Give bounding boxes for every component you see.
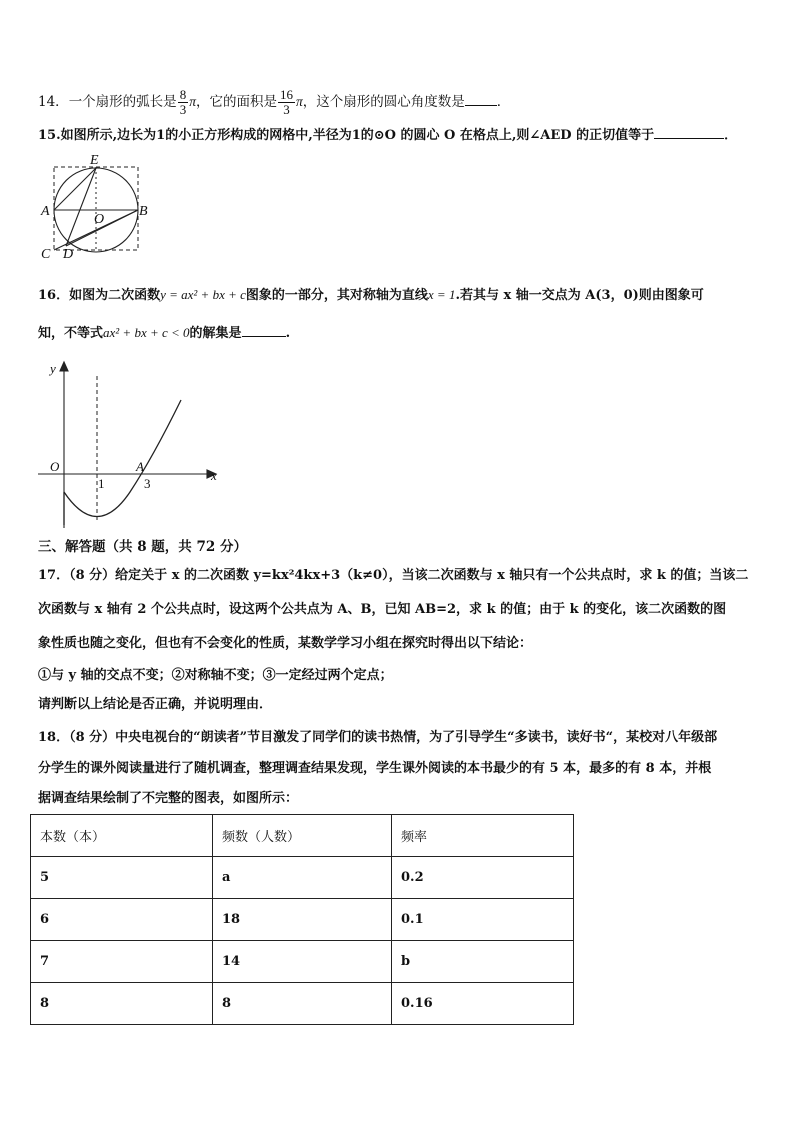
question-17-line-1: 17．（8 分）给定关于 x 的二次函数 y=kx²4kx+3（k≠0），当该二次函数与 x 轴只有一个公共点时，求 k 的值；当该二 <box>38 568 749 583</box>
section-heading: 三、解答题（共 8 题，共 72 分） <box>38 539 247 555</box>
question-14-number: 14． <box>38 94 69 110</box>
label-b: B <box>139 204 148 219</box>
question-14-text-3: ，这个扇形的圆心角度数是 <box>302 94 465 110</box>
label-a: A <box>41 204 50 219</box>
question-18-line-2: 分学生的课外阅读量进行了随机调查，整理调查结果发现，学生课外阅读的本书最少的有 5 本，最多的有 8 本，并根 <box>38 761 712 776</box>
table-cell: 6 <box>31 899 213 941</box>
question-17-line-2: 次函数与 x 轴有 2 个公共点时，设这两个公共点为 A、B，已知 AB=2，求 k 的值；由于 k 的变化，该二次函数的图 <box>38 602 727 617</box>
question-17-line-5: 请判断以上结论是否正确，并说明理由． <box>38 697 273 712</box>
table-cell: 8 <box>31 983 213 1025</box>
question-14: 14．一个扇形的弧长是 $\frac{8}{3}$ π，它的面积是 $\frac{16}{3}$ π，这个扇形的圆心角度数是 ． <box>38 87 511 117</box>
answer-blank-14 <box>465 91 497 106</box>
fraction-16-3: $\frac{16}{3}$ <box>279 87 293 117</box>
label-y: y <box>50 361 56 376</box>
table-cell: 0.2 <box>392 857 574 899</box>
answer-blank-15 <box>654 124 724 139</box>
table-cell: 7 <box>31 941 213 983</box>
label-origin: O <box>50 459 60 474</box>
question-15-text: 15.如图所示,边长为1的小正方形构成的网格中,半径为1的⊙O 的圆心 O 在格点上,则∠AED 的正切值等于 <box>38 128 655 143</box>
question-18-line-1: 18．（8 分）中央电视台的“朗读者”节目激发了同学们的读书热情，为了引导学生“多读书，读好书“，某校对八年级部 <box>38 730 718 745</box>
question-18-line-3: 据调查结果绘制了不完整的图表，如图所示： <box>38 791 299 806</box>
table-cell: 5 <box>31 857 213 899</box>
table-cell: 8 <box>213 983 392 1025</box>
label-d: D <box>63 247 74 262</box>
table-cell: a <box>213 857 392 899</box>
label-c: C <box>41 247 51 262</box>
table-header-row <box>31 815 574 857</box>
frequency-table <box>30 814 574 1025</box>
table-cell: 14 <box>213 941 392 983</box>
segment-ae <box>54 168 96 210</box>
question-17-line-3: 象性质也随之变化，但也有不会变化的性质，某数学学习小组在探究时得出以下结论： <box>38 636 533 651</box>
question-14-text-2: ，它的面积是 <box>195 94 277 110</box>
axis-formula: x = 1 <box>427 287 456 302</box>
label-x: x <box>211 468 217 483</box>
table-cell: 0.16 <box>392 983 574 1025</box>
label-e: E <box>90 153 99 168</box>
circle-grid-figure <box>36 152 156 264</box>
table-header-cell: 频率 <box>392 815 574 857</box>
label-point-a: A <box>136 459 144 474</box>
question-15: 15.如图所示,边长为1的小正方形构成的网格中,半径为1的⊙O 的圆心 O 在格点上,则∠AED 的正切值等于 ． <box>38 124 737 146</box>
question-16-line-1: 16．如图为二次函数y = ax² + bx + c图象的一部分，其对称轴为直线x = 1.若其与 x 轴一交点为 A(3，0)则由图象可 <box>38 287 704 303</box>
table-row <box>31 941 574 983</box>
answer-blank-16 <box>242 322 286 337</box>
quadratic-formula: y = ax² + bx + c <box>160 287 246 302</box>
tick-label-1: 1 <box>98 476 105 491</box>
tick-label-3: 3 <box>144 476 151 491</box>
table-cell: b <box>392 941 574 983</box>
question-17-line-4: ①与 y 轴的交点不变；②对称轴不变；③一定经过两个定点； <box>38 668 393 683</box>
fraction-8-3: $\frac{8}{3}$ <box>179 87 187 117</box>
pi-symbol: π <box>189 94 196 109</box>
table-row <box>31 899 574 941</box>
table-cell: 18 <box>213 899 392 941</box>
table-row <box>31 983 574 1025</box>
pi-symbol-2: π <box>295 94 303 109</box>
table-cell: 0.1 <box>392 899 574 941</box>
y-axis-arrow <box>60 362 68 371</box>
table-header-cell: 频数（人数） <box>213 815 392 857</box>
inequality-formula: ax² + bx + c < 0 <box>103 325 190 340</box>
table-row <box>31 857 574 899</box>
table-header-cell: 本数（本） <box>31 815 213 857</box>
label-o: O <box>94 212 105 227</box>
question-16-line-2: 知，不等式ax² + bx + c < 0的解集是 . <box>38 322 290 344</box>
question-14-text-1: 一个扇形的弧长是 <box>68 94 177 110</box>
parabola-curve <box>64 400 181 517</box>
segment-ed <box>66 168 96 246</box>
parabola-graph <box>36 360 226 530</box>
